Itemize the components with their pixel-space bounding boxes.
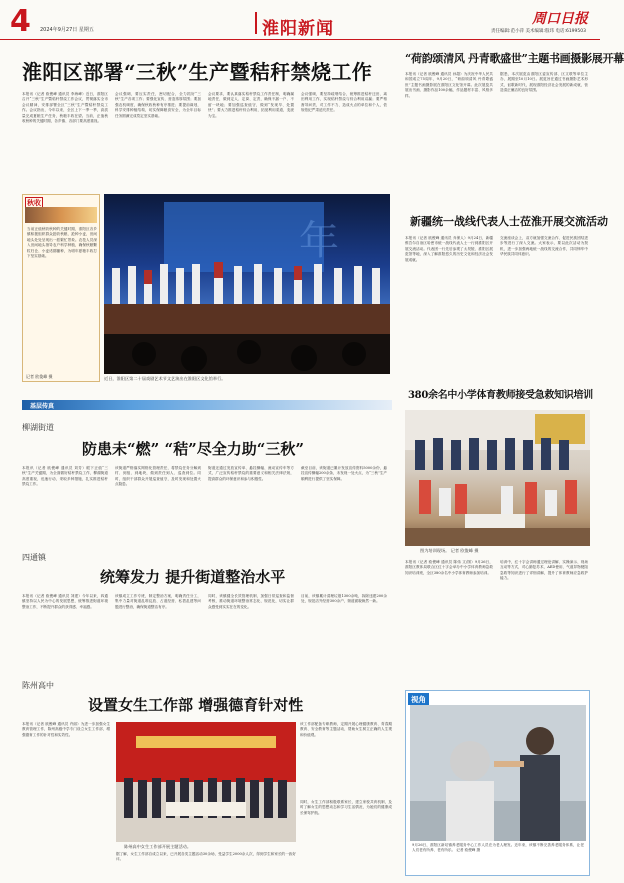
s2-column-4: 目前，该镇累计清理垃圾1300余吨，拆除违建200余处，规范店外经营300余户，街道面貌焕然一新。 bbox=[301, 594, 387, 604]
lead-column-1: 本报讯（记者 欧俊峰 通讯员 李海峰）近日，淮阳区召开“三秋”生产暨秸秆禁烧工作会议，贯彻落实全市会议精神，安排部署全区“三秋”生产暨秸秆禁烧工作。会议指出，今年以来，全区上下一季一季，高质量完成夏粮生产任务，秋粮丰收在望。当前，正值秋收秋种的关键时期，各乡镇、各部门要高度重视。 bbox=[22, 92, 108, 124]
s1-headline: 防患未“燃” “秸”尽全力助“三秋” bbox=[82, 440, 304, 458]
training-photo-caption: 图为培训现场。 记者 欧俊峰 摄 bbox=[420, 548, 479, 553]
girls-department-photo bbox=[116, 722, 296, 842]
s2-place-label: 四通镇 bbox=[22, 553, 46, 562]
s1-column-2: 该街道严格落实网格化管理责任，将禁烧任务分解到村、到组、到地块，做到责任到人、巡查到位。同时，组织干部群众开展巡查值守，及时发现和处置火点隐患。 bbox=[115, 466, 201, 487]
s2-headline: 统筹发力 提升街道整治水平 bbox=[100, 568, 286, 586]
perspective-box bbox=[405, 690, 590, 876]
s1-place-label: 柳湖街道 bbox=[22, 423, 54, 432]
svg-text:年: 年 bbox=[299, 218, 339, 264]
first-aid-training-photo bbox=[405, 410, 590, 546]
elderly-care-photo bbox=[410, 705, 586, 841]
lead-column-4: 会议强调，要坚持疏堵结合，统筹推进秸秆还田、离田利用工作，实现秸秆禁烧与综合利用双赢；要严格督导问责，对工作不力、造成火点的单位和个人，依规依纪严肃追究责任。 bbox=[301, 92, 387, 113]
s1-column-4: 截至目前，该街道已累计发放宣传资料5000余份，悬挂宣传横幅200余条，未发现一处火点，为“三秋”生产顺利进行提供了坚实保障。 bbox=[301, 466, 388, 481]
page-header bbox=[0, 0, 600, 40]
section-banner bbox=[22, 400, 392, 410]
united-front-headline: 新疆统一战线代表人士莅淮开展交流活动 bbox=[410, 215, 608, 228]
exhibit-column-1: 本报讯（记者 欧俊峰 通讯员 孙超）为庆祝中华人民共和国成立75周年，9月20日，“荷韵颂清风 丹青歌盛世”主题书画摄影展在淮阳区文化馆开幕。此次展览共展出书画、摄影作品100余幅，作品题材丰富、风格多样。 bbox=[405, 72, 493, 98]
lead-column-3: 会议要求，要认真落实秸秆禁烧工作责任制，明确属地责任，做到定人、定岗、定责，确保不漏一户、不留一块地；要加强巡查值守，做到“发现早、处置快”；要大力推进秸秆综合利用，拓宽利用渠道，变废为宝。 bbox=[208, 92, 294, 118]
united-front-column-2: 交流座谈会上，双方就加强交流合作、促进民族团结进步等进行了深入交流。大家表示，要以此次活动为契机，进一步加强两地统一战线的交流合作，共同铸牢中华民族共同体意识。 bbox=[500, 236, 588, 257]
edition-bar bbox=[255, 12, 257, 34]
lead-column-2: 会议强调，要压实责任，密切配合，全力抓好“三秋”生产各项工作；要强化宣传，营造浓厚氛围；要加强农机调度，确保秋收秋种有序推进；要提前谋划，科学安排种植结构，切实保障粮食安全，为全年目标任务圆满完成奠定坚实基础。 bbox=[115, 92, 201, 118]
first-aid-column-1: 本报讯（记者 欧俊峰 通讯员 陈伟 文/图）9月26日，淮阳区教体局联合区红十字会举办中小学体育教师急救知识培训班，全区380余名中小学体育教师参加培训。 bbox=[405, 560, 493, 575]
staff-credits: 责任编辑:范小萍 美术编辑:殷玮 电话:6199503 bbox=[491, 29, 586, 34]
s1-column-3: 街道还通过发放宣传单、悬挂横幅、流动宣传车等方式，广泛宣传秸秆禁烧的重要意义和相关法律法规，提高群众的环保意识和参与积极性。 bbox=[208, 466, 294, 481]
s2-column-1: 本报讯（记者 欧俊峰 通讯员 刘建）今年以来，四通镇坚持以人民为中心的发展思想，统筹推进街道环境整治工作，不断提升群众的获得感、幸福感。 bbox=[22, 594, 108, 609]
stage-illustration bbox=[104, 194, 390, 374]
training-illustration bbox=[405, 410, 590, 546]
lead-headline: 淮阳区部署“三秋”生产暨秸秆禁烧工作 bbox=[22, 60, 373, 84]
exhibit-column-2: 据悉，本次展览由淮阳区委宣传部、区文联等单位主办，展期至10月10日。展览旨在通过书画摄影艺术形式，讴歌新时代，展现淮阳经济社会发展的新成就，营造清正廉洁的良好氛围。 bbox=[500, 72, 588, 93]
elderly-care-caption: 9月26日，淮阳区新站镇养老服务中心工作人员在为老人理发。近年来，该镇不断完善养老服务体系，让老人们老有所养、老有所乐。 记者 欧俊峰 摄 bbox=[412, 843, 584, 853]
stage-performance-photo bbox=[104, 194, 390, 374]
united-front-column-1: 本报讯（记者 欧俊峰 通讯员 乔保人）9月24日，新疆维吾尔自治区哈密市统一战线代表人士一行到淮阳区开展交流活动。代表团一行先后参观了太昊陵、淮阳区展览馆等地，深入了解淮阳悠久的历史文化和经济社会发展成就。 bbox=[405, 236, 493, 262]
page-number: 4 bbox=[10, 4, 31, 39]
sidebox-banner-image bbox=[25, 207, 97, 223]
s3-column-4: 据了解，女生工作部自成立以来，已开展各类主题活动30余场，受益学生2000余人次，得到学生和家长的一致好评。 bbox=[116, 852, 296, 862]
first-aid-training-headline: 380余名中小学体育教师接受急救知识培训 bbox=[408, 390, 593, 401]
first-aid-column-2: 培训中，红十字会讲师通过理论讲解、实操演示、现场互动等方式，对心肺复苏术、AED使用、气道异物梗阻急救等知识进行了详细讲解，提升了体育教师应急救护能力。 bbox=[500, 560, 588, 581]
section-banner-label: 基层传真 bbox=[30, 402, 55, 410]
s3-column-3: 同时，女生工作部积极联系家长，建立家校共育机制，及时了解女生的思想动态和学习生活情况，为她们的健康成长保驾护航。 bbox=[300, 800, 392, 815]
issue-date: 2024年9月27日 星期五 bbox=[40, 27, 94, 33]
group-illustration bbox=[116, 722, 296, 842]
s2-column-2: 该镇成立工作专班，制定整治方案，明确责任分工，集中力量对街道乱堆乱放、占道经营、私搭乱建等问题进行整治，确保街道整洁有序。 bbox=[115, 594, 201, 609]
haircut-illustration bbox=[410, 705, 586, 841]
s3-column-2: 该工作部配备专职教师，定期开展心理健康教育、青春期教育、安全教育等主题活动，帮助女生树立正确的人生观和价值观。 bbox=[300, 722, 392, 737]
s3-place-label: 陈州高中 bbox=[22, 681, 54, 690]
paper-logo: 周口日报 bbox=[532, 11, 588, 27]
s1-column-1: 本报讯（记者 欧俊峰 通讯员 刘芳）眼下正值“三秋”生产关键期，为全面做好秸秆禁烧工作，柳湖街道高度重视，迅速行动，采取多种措施，扎实推进秸秆禁烧工作。 bbox=[22, 466, 108, 487]
edition-name: 淮阳新闻 bbox=[262, 19, 334, 39]
s3-headline: 设置女生工作部 增强德育针对性 bbox=[88, 696, 304, 714]
stage-photo-caption: 近日，淮阳区第二十届戏剧艺术节文艺演出在淮阳区文化馆举行。 bbox=[104, 376, 226, 381]
sidebox-tag: 秋收 bbox=[27, 198, 41, 207]
calligraphy-exhibit-headline: “荷韵颂清风 丹青歌盛世”主题书画摄影展开幕 bbox=[405, 52, 624, 65]
perspective-tag: 视角 bbox=[408, 693, 429, 705]
autumn-sidebox bbox=[22, 194, 100, 382]
sidebox-byline: 记者 欧俊峰 摄 bbox=[26, 374, 53, 379]
girls-department-caption: 陈州高中女生工作部开展主题活动。 bbox=[124, 844, 192, 849]
s3-column-1: 本报讯（记者 欧俊峰 通讯员 许丽）为进一步加强女生教育管理工作，陈州高级中学专门设立女生工作部，增强德育工作的针对性和实效性。 bbox=[22, 722, 110, 737]
s2-column-3: 同时，该镇健全长效管理机制，加强日常巡查和监督考核，推动街道环境整治常态化、规范化，切实让群众感受到实实在在的变化。 bbox=[208, 594, 294, 609]
sidebox-body: 当前正值秋收秋种的关键时期，淮阳区各乡镇积极组织群众抢收秋粮、抢种小麦，田间地头处处呈现出一派繁忙景象。农技人员深入田间地头指导农户科学种植，确保秋粮颗粒归仓、小麦适期播种，为明年夏粮丰收打下坚实基础。 bbox=[27, 227, 97, 259]
